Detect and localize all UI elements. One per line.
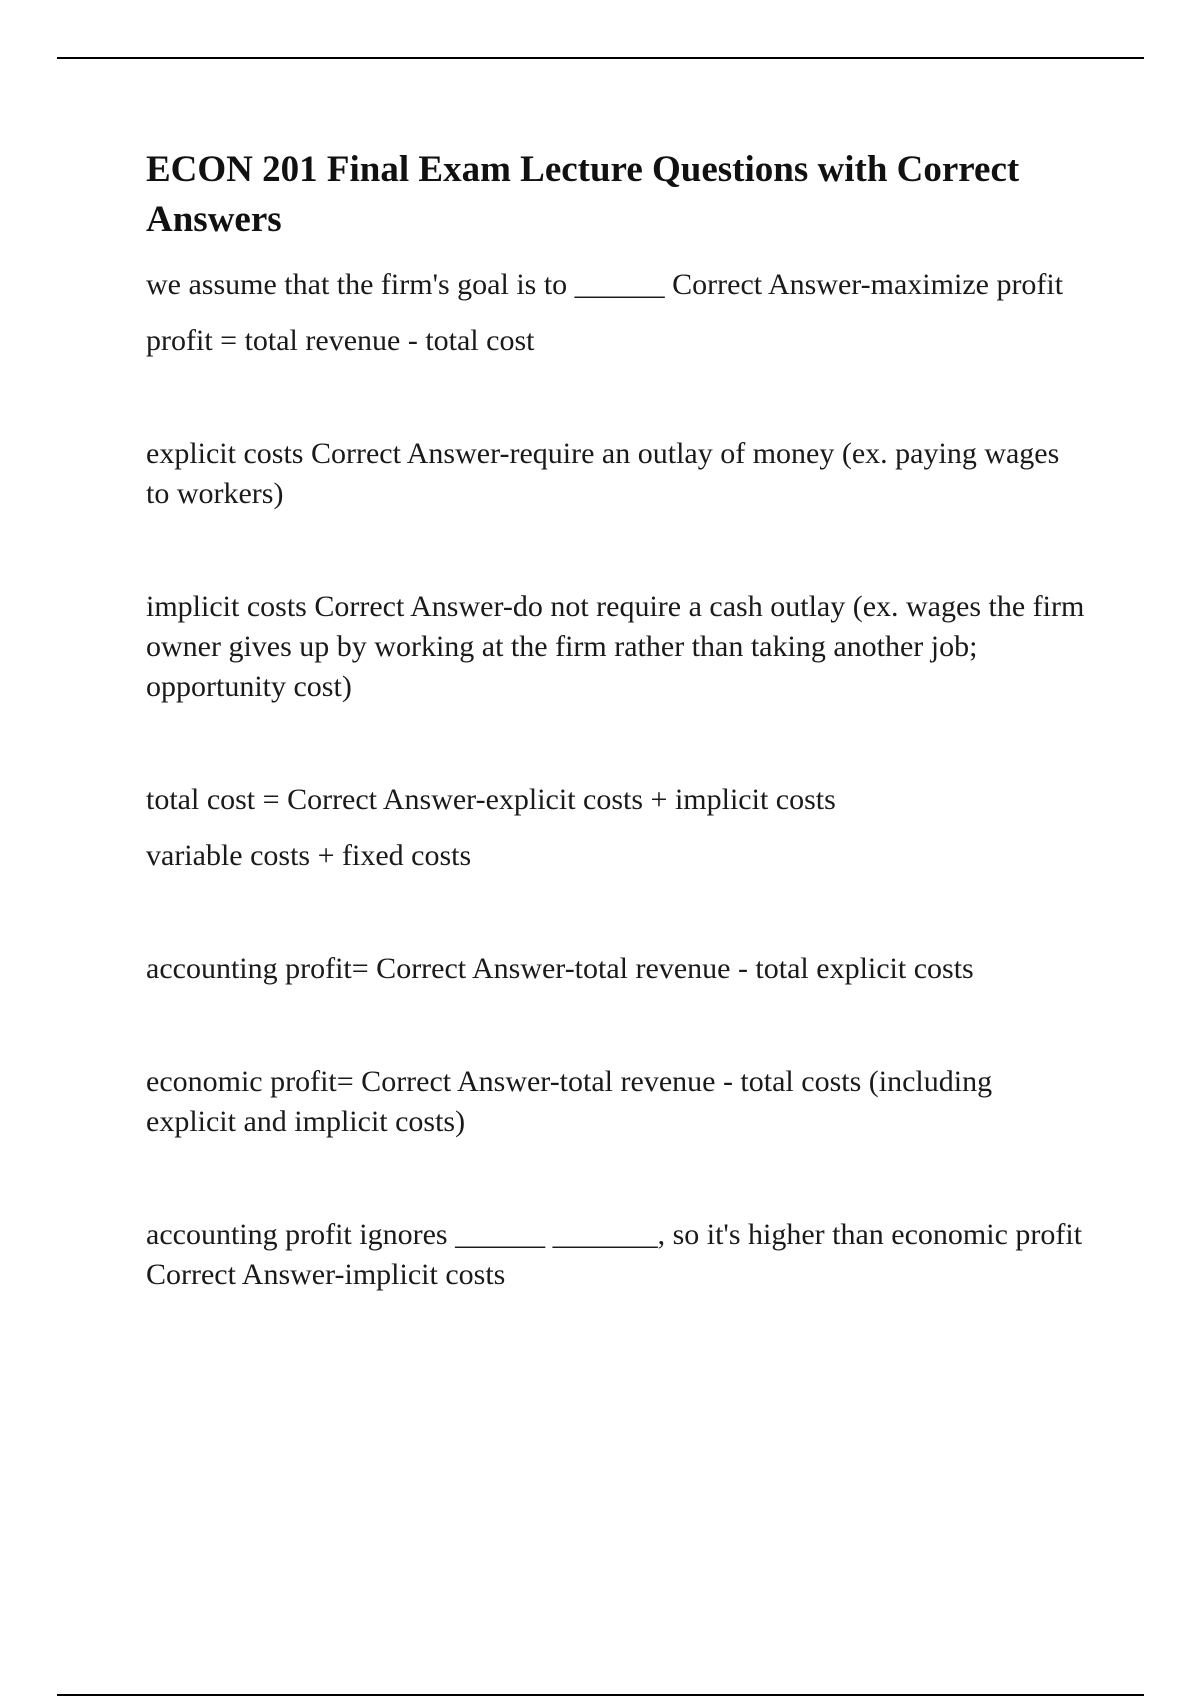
- entry-explicit-costs: explicit costs Correct Answer-require an outlay of money (ex. paying wages to workers): [146, 437, 1060, 510]
- document-body: [146, 145, 1086, 1295]
- entry-economic-profit: economic profit= Correct Answer-total revenue - total costs (including explicit and implicit costs): [146, 1065, 993, 1138]
- entry-firm-goal: we assume that the firm's goal is to ______ Correct Answer-maximize profit: [146, 268, 1064, 301]
- top-rule: [57, 57, 1144, 59]
- entry-accounting-profit: accounting profit= Correct Answer-total revenue - total explicit costs: [146, 952, 974, 985]
- entry-accounting-profit-ignores: accounting profit ignores ______ _______, so it's higher than economic profit Correct Answer-implicit costs: [146, 1218, 1083, 1291]
- entry-variable-fixed-costs: variable costs + fixed costs: [146, 839, 472, 872]
- entry-total-cost: total cost = Correct Answer-explicit costs + implicit costs: [146, 783, 836, 816]
- bottom-rule: [57, 1694, 1144, 1696]
- entry-profit-formula: profit = total revenue - total cost: [146, 324, 535, 357]
- document-title: ECON 201 Final Exam Lecture Questions with Correct Answers: [146, 149, 1020, 240]
- entry-implicit-costs: implicit costs Correct Answer-do not require a cash outlay (ex. wages the firm owner gives up by working at the firm rather than taking another job; opportunity cost): [146, 590, 1085, 703]
